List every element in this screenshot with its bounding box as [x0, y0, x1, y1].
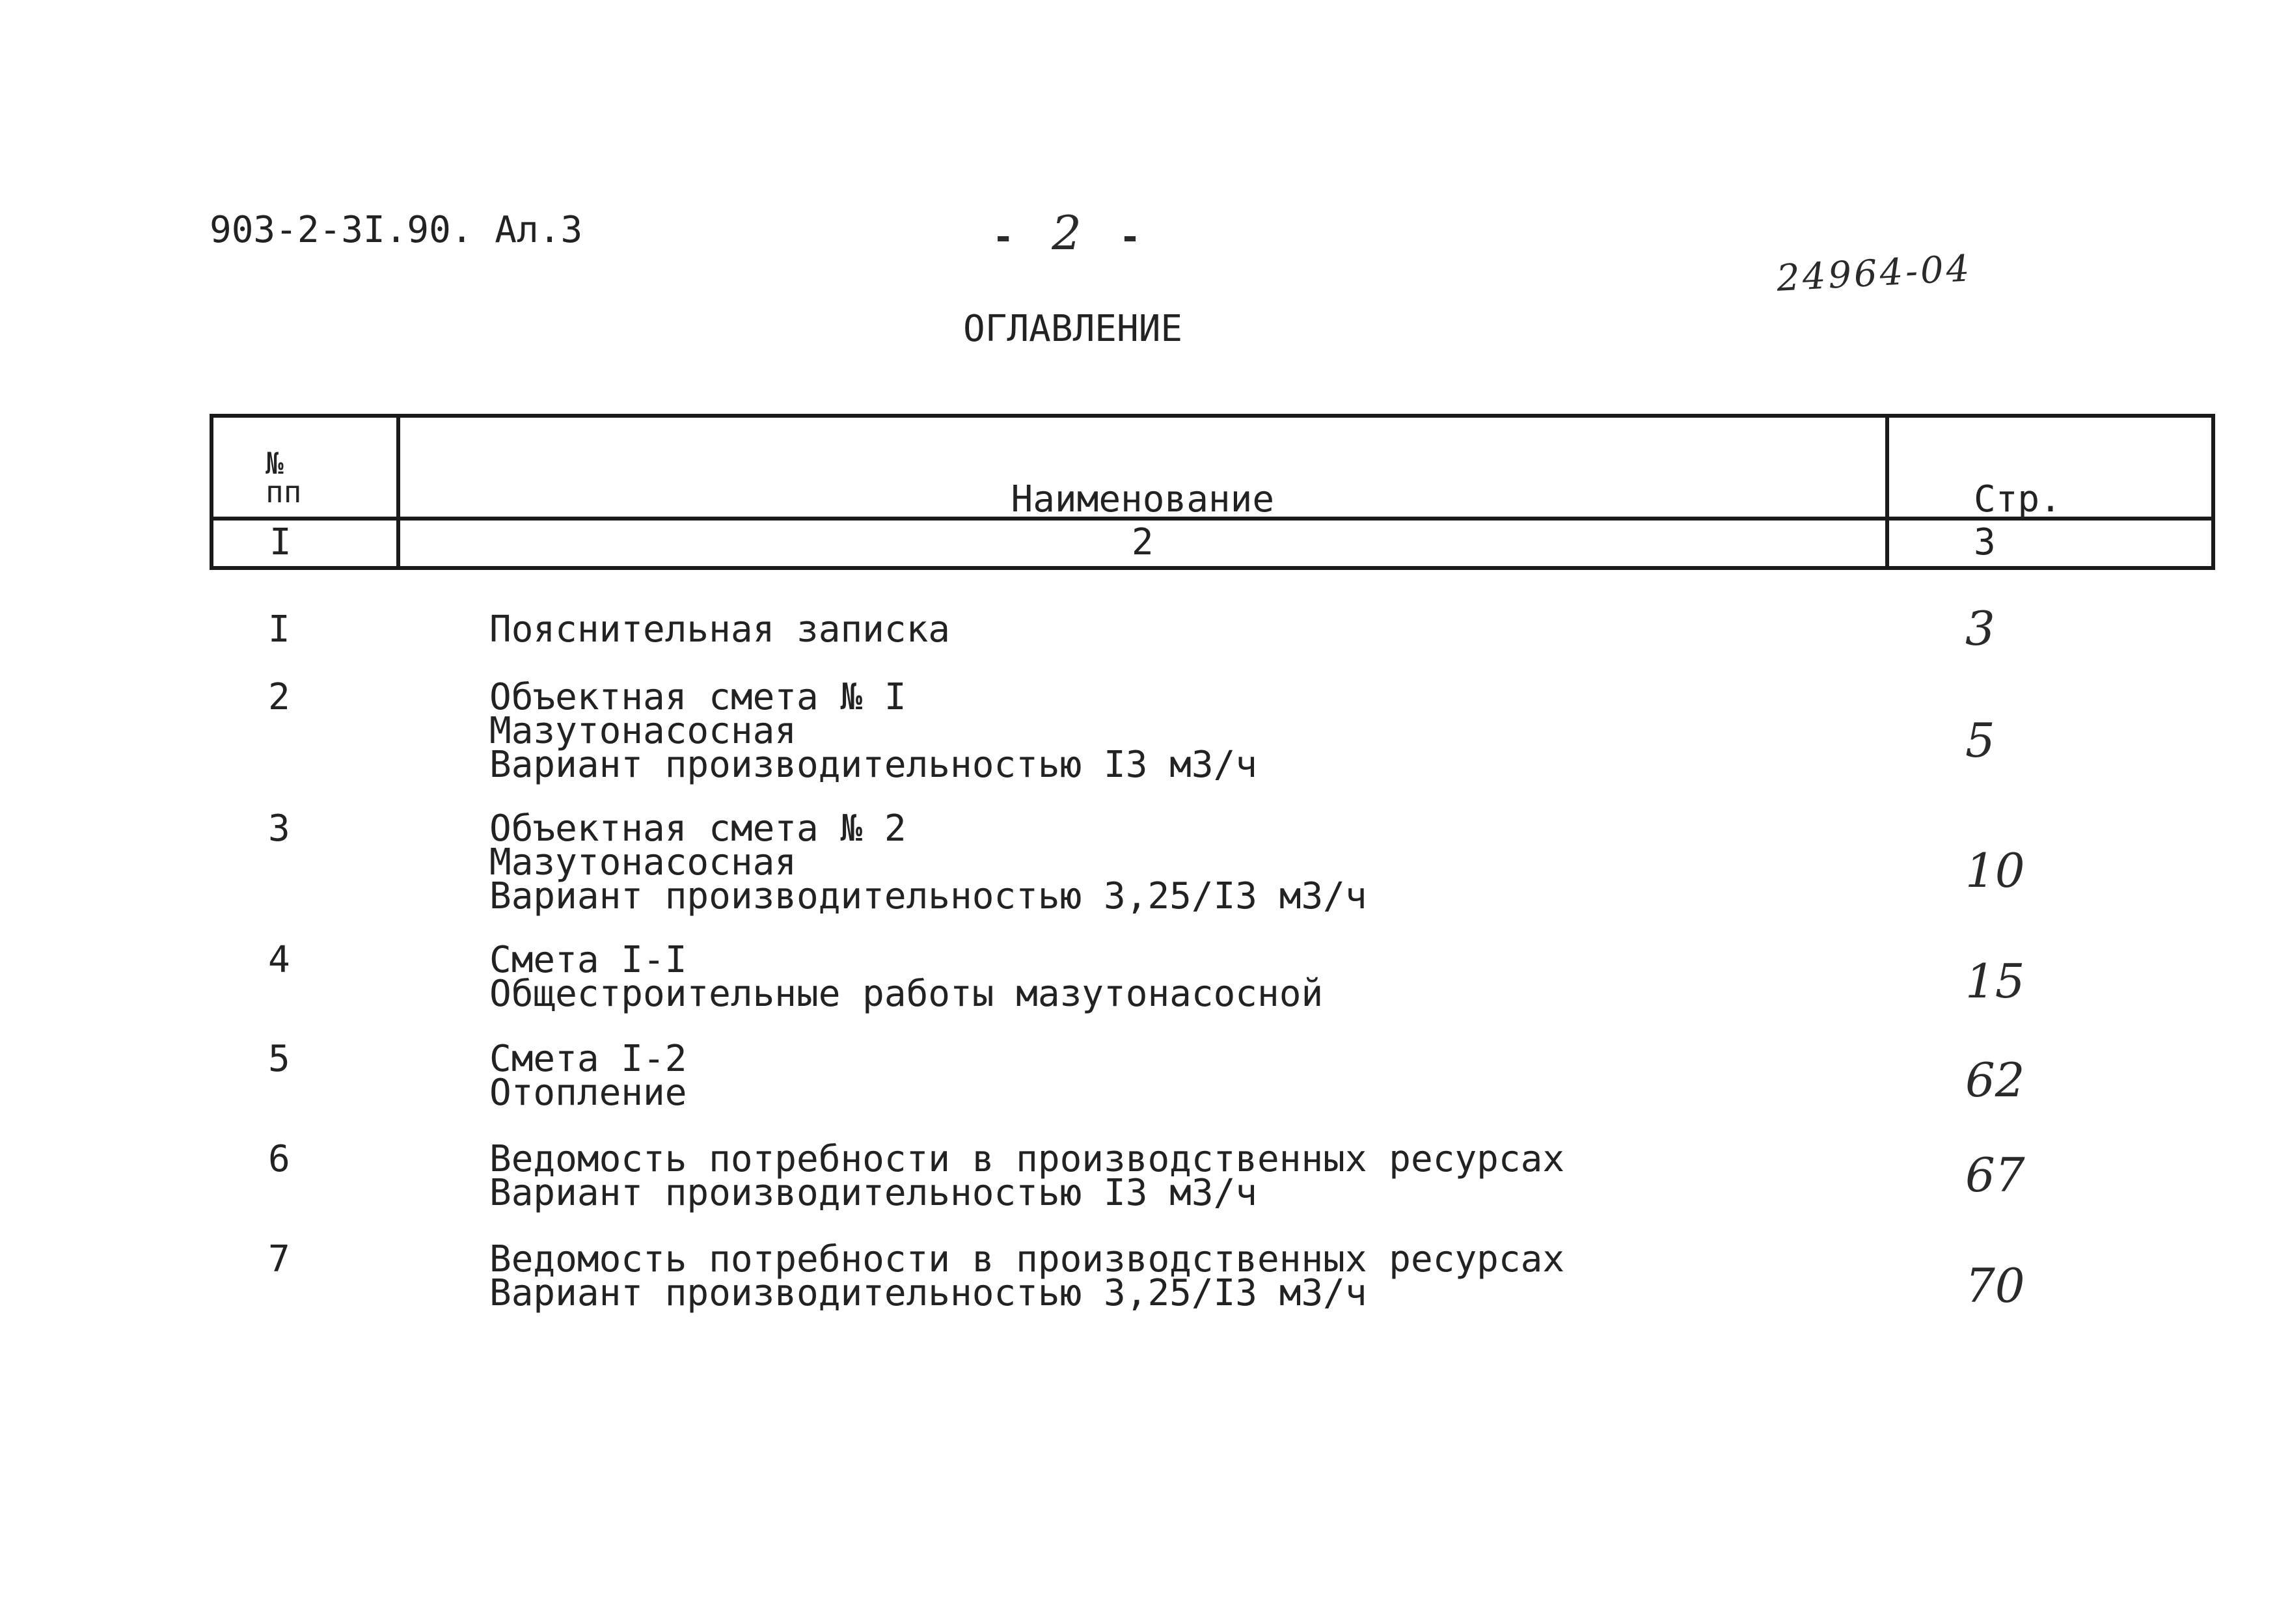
column-page-header: Стр.: [1974, 478, 2062, 521]
entry-title: Пояснительная записка: [489, 608, 951, 651]
entry-page: 67: [1965, 1148, 2025, 1202]
page-number-dash-right: -: [1122, 216, 1138, 258]
page-number-value: 2: [1052, 206, 1082, 260]
entry-number: 7: [268, 1238, 290, 1280]
page-number: [996, 207, 1191, 264]
entry-page: 62: [1965, 1053, 2025, 1107]
entry-number: 6: [268, 1138, 290, 1180]
entry-title: Объектная смета № I Мазутонасосная Вариант производительностью I3 м3/ч: [489, 676, 1258, 786]
entry-page: 15: [1965, 954, 2025, 1008]
page-number-dash-left: -: [996, 216, 1011, 258]
column-number-2: 2: [1131, 521, 1154, 563]
header-cell-name: [398, 416, 1887, 519]
entry-page: 70: [1965, 1258, 2025, 1313]
entry-title: Ведомость потребности в производственных ресурсах Вариант производительностью I3 м3/ч: [489, 1138, 1565, 1214]
entry-page: 10: [1965, 843, 2025, 898]
column-num-header: № пп: [266, 446, 302, 509]
header-cell-num: [211, 416, 398, 519]
column-number-3: 3: [1974, 521, 1996, 563]
entry-title: Смета I-I Общестроительные работы мазутонасосной: [489, 939, 1324, 1015]
entry-title: Ведомость потребности в производственных ресурсах Вариант производительностью 3,25/I3 м3/ч: [489, 1238, 1565, 1314]
column-number-cell-3: [1887, 519, 2213, 568]
column-number-row: [211, 519, 2213, 568]
archive-number: 24964-04: [1775, 247, 1973, 300]
document-code: 903-2-3I.90. Ал.3: [210, 209, 583, 251]
document-title: ОГЛАВЛЕНИЕ: [963, 308, 1183, 350]
entry-page: 3: [1965, 601, 1995, 656]
header-cell-page: [1887, 416, 2213, 519]
column-name-header: Наименование: [1011, 478, 1275, 521]
entry-number: 5: [268, 1038, 290, 1080]
entry-number: 3: [268, 807, 290, 850]
entry-number: 2: [268, 676, 290, 718]
entry-page: 5: [1965, 713, 1995, 768]
entry-number: 4: [268, 939, 290, 981]
column-number-1: I: [269, 521, 292, 563]
entry-title: Смета I-2 Отопление: [489, 1038, 687, 1114]
column-number-cell-2: [398, 519, 1887, 568]
toc-header-table: [210, 414, 2215, 570]
entry-number: I: [268, 608, 290, 651]
entry-title: Объектная смета № 2 Мазутонасосная Вариант производительностью 3,25/I3 м3/ч: [489, 807, 1367, 917]
column-number-cell-1: [211, 519, 398, 568]
header-row: [211, 416, 2213, 519]
